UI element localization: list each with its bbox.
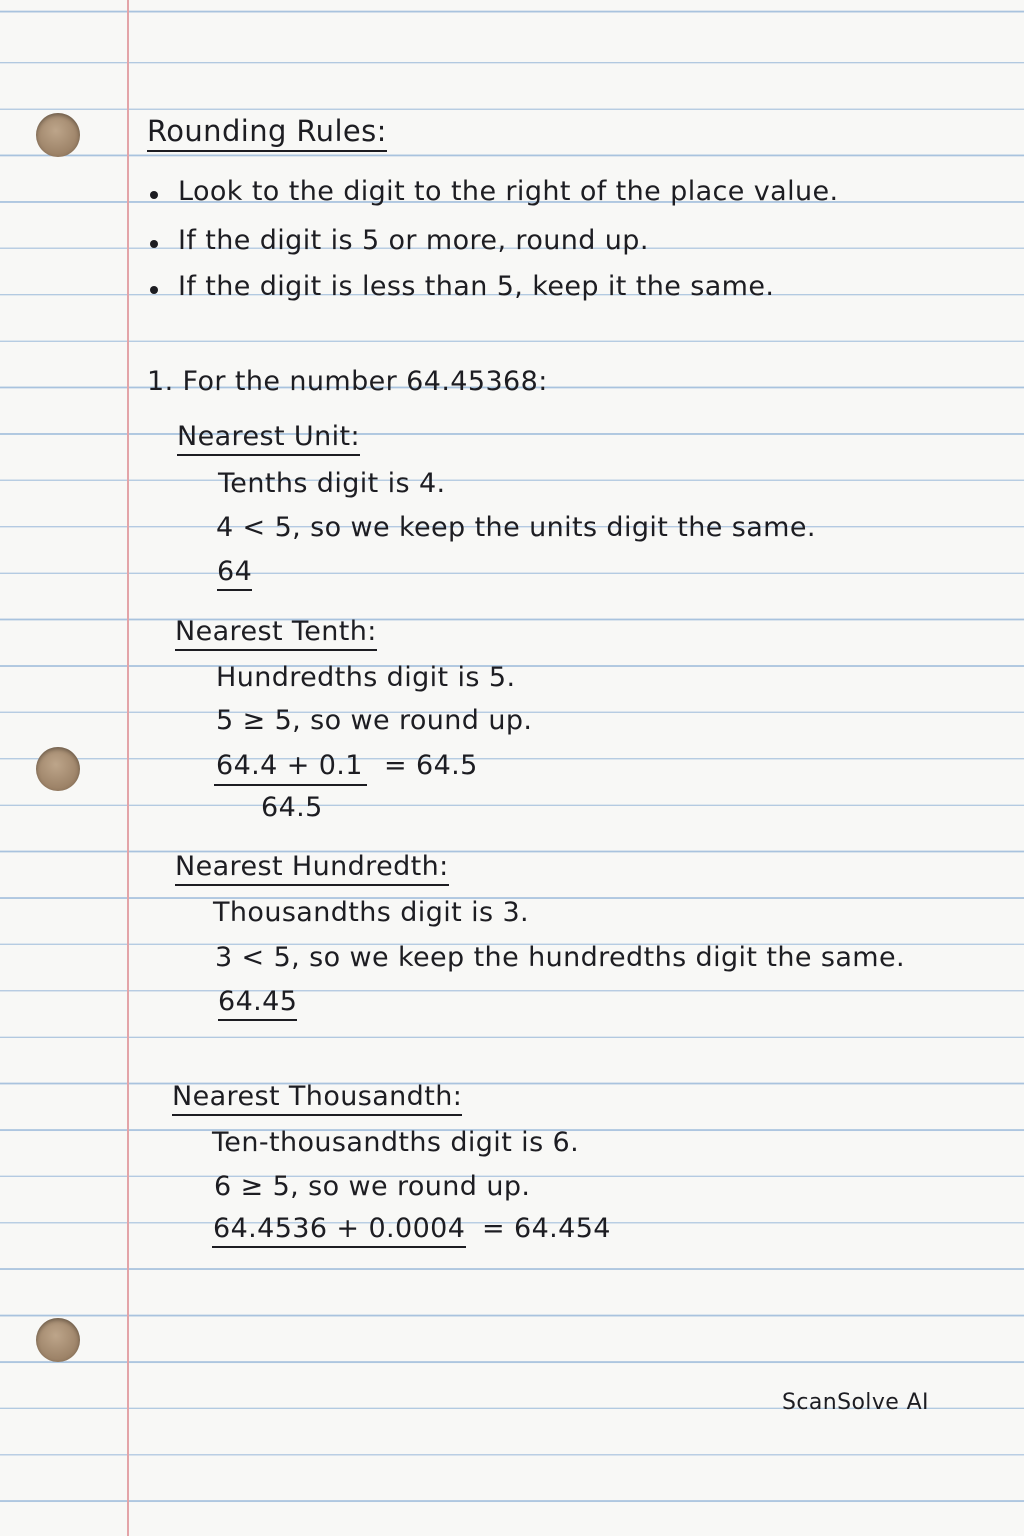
rule-3: If the digit is less than 5, keep it the same. [178, 271, 775, 302]
punch-hole-top [36, 113, 80, 157]
rule-2: If the digit is 5 or more, round up. [178, 225, 649, 256]
answer-unit: 64 [217, 556, 252, 591]
answer-tenth: 64.5 [261, 792, 323, 823]
calc-underline [214, 784, 367, 786]
calc-expression: 64.4536 + 0.0004 [213, 1213, 466, 1244]
section-heading-thousandth: Nearest Thousandth: [172, 1081, 462, 1116]
punch-hole-bottom [36, 1318, 80, 1362]
problem-statement: 1. For the number 64.45368: [147, 366, 548, 397]
calc-underline [212, 1246, 466, 1248]
rule-1: Look to the digit to the right of the place value. [178, 176, 839, 207]
section-line: 6 ≥ 5, so we round up. [214, 1171, 531, 1202]
margin-line [127, 0, 129, 1536]
section-heading-hundredth: Nearest Hundredth: [175, 851, 449, 886]
brand-watermark: ScanSolve AI [782, 1390, 929, 1415]
section-line: Thousandths digit is 3. [213, 897, 530, 928]
section-heading-tenth: Nearest Tenth: [175, 616, 377, 651]
section-line: Tenths digit is 4. [218, 468, 446, 499]
answer-hundredth: 64.45 [218, 986, 297, 1021]
bullet [150, 240, 158, 248]
bullet [150, 191, 158, 199]
section-heading-unit: Nearest Unit: [177, 421, 360, 456]
calc-result: = 64.454 [482, 1213, 611, 1244]
section-line: 3 < 5, so we keep the hundredths digit the same. [215, 942, 905, 973]
section-line: 5 ≥ 5, so we round up. [216, 705, 533, 736]
page-title: Rounding Rules: [147, 114, 387, 152]
section-line: 4 < 5, so we keep the units digit the same. [216, 512, 816, 543]
bullet [150, 286, 158, 294]
calc-result: = 64.5 [384, 750, 478, 781]
section-line: Hundredths digit is 5. [216, 662, 516, 693]
section-line: Ten-thousandths digit is 6. [212, 1127, 580, 1158]
punch-hole-middle [36, 747, 80, 791]
calc-expression: 64.4 + 0.1 [216, 750, 363, 781]
